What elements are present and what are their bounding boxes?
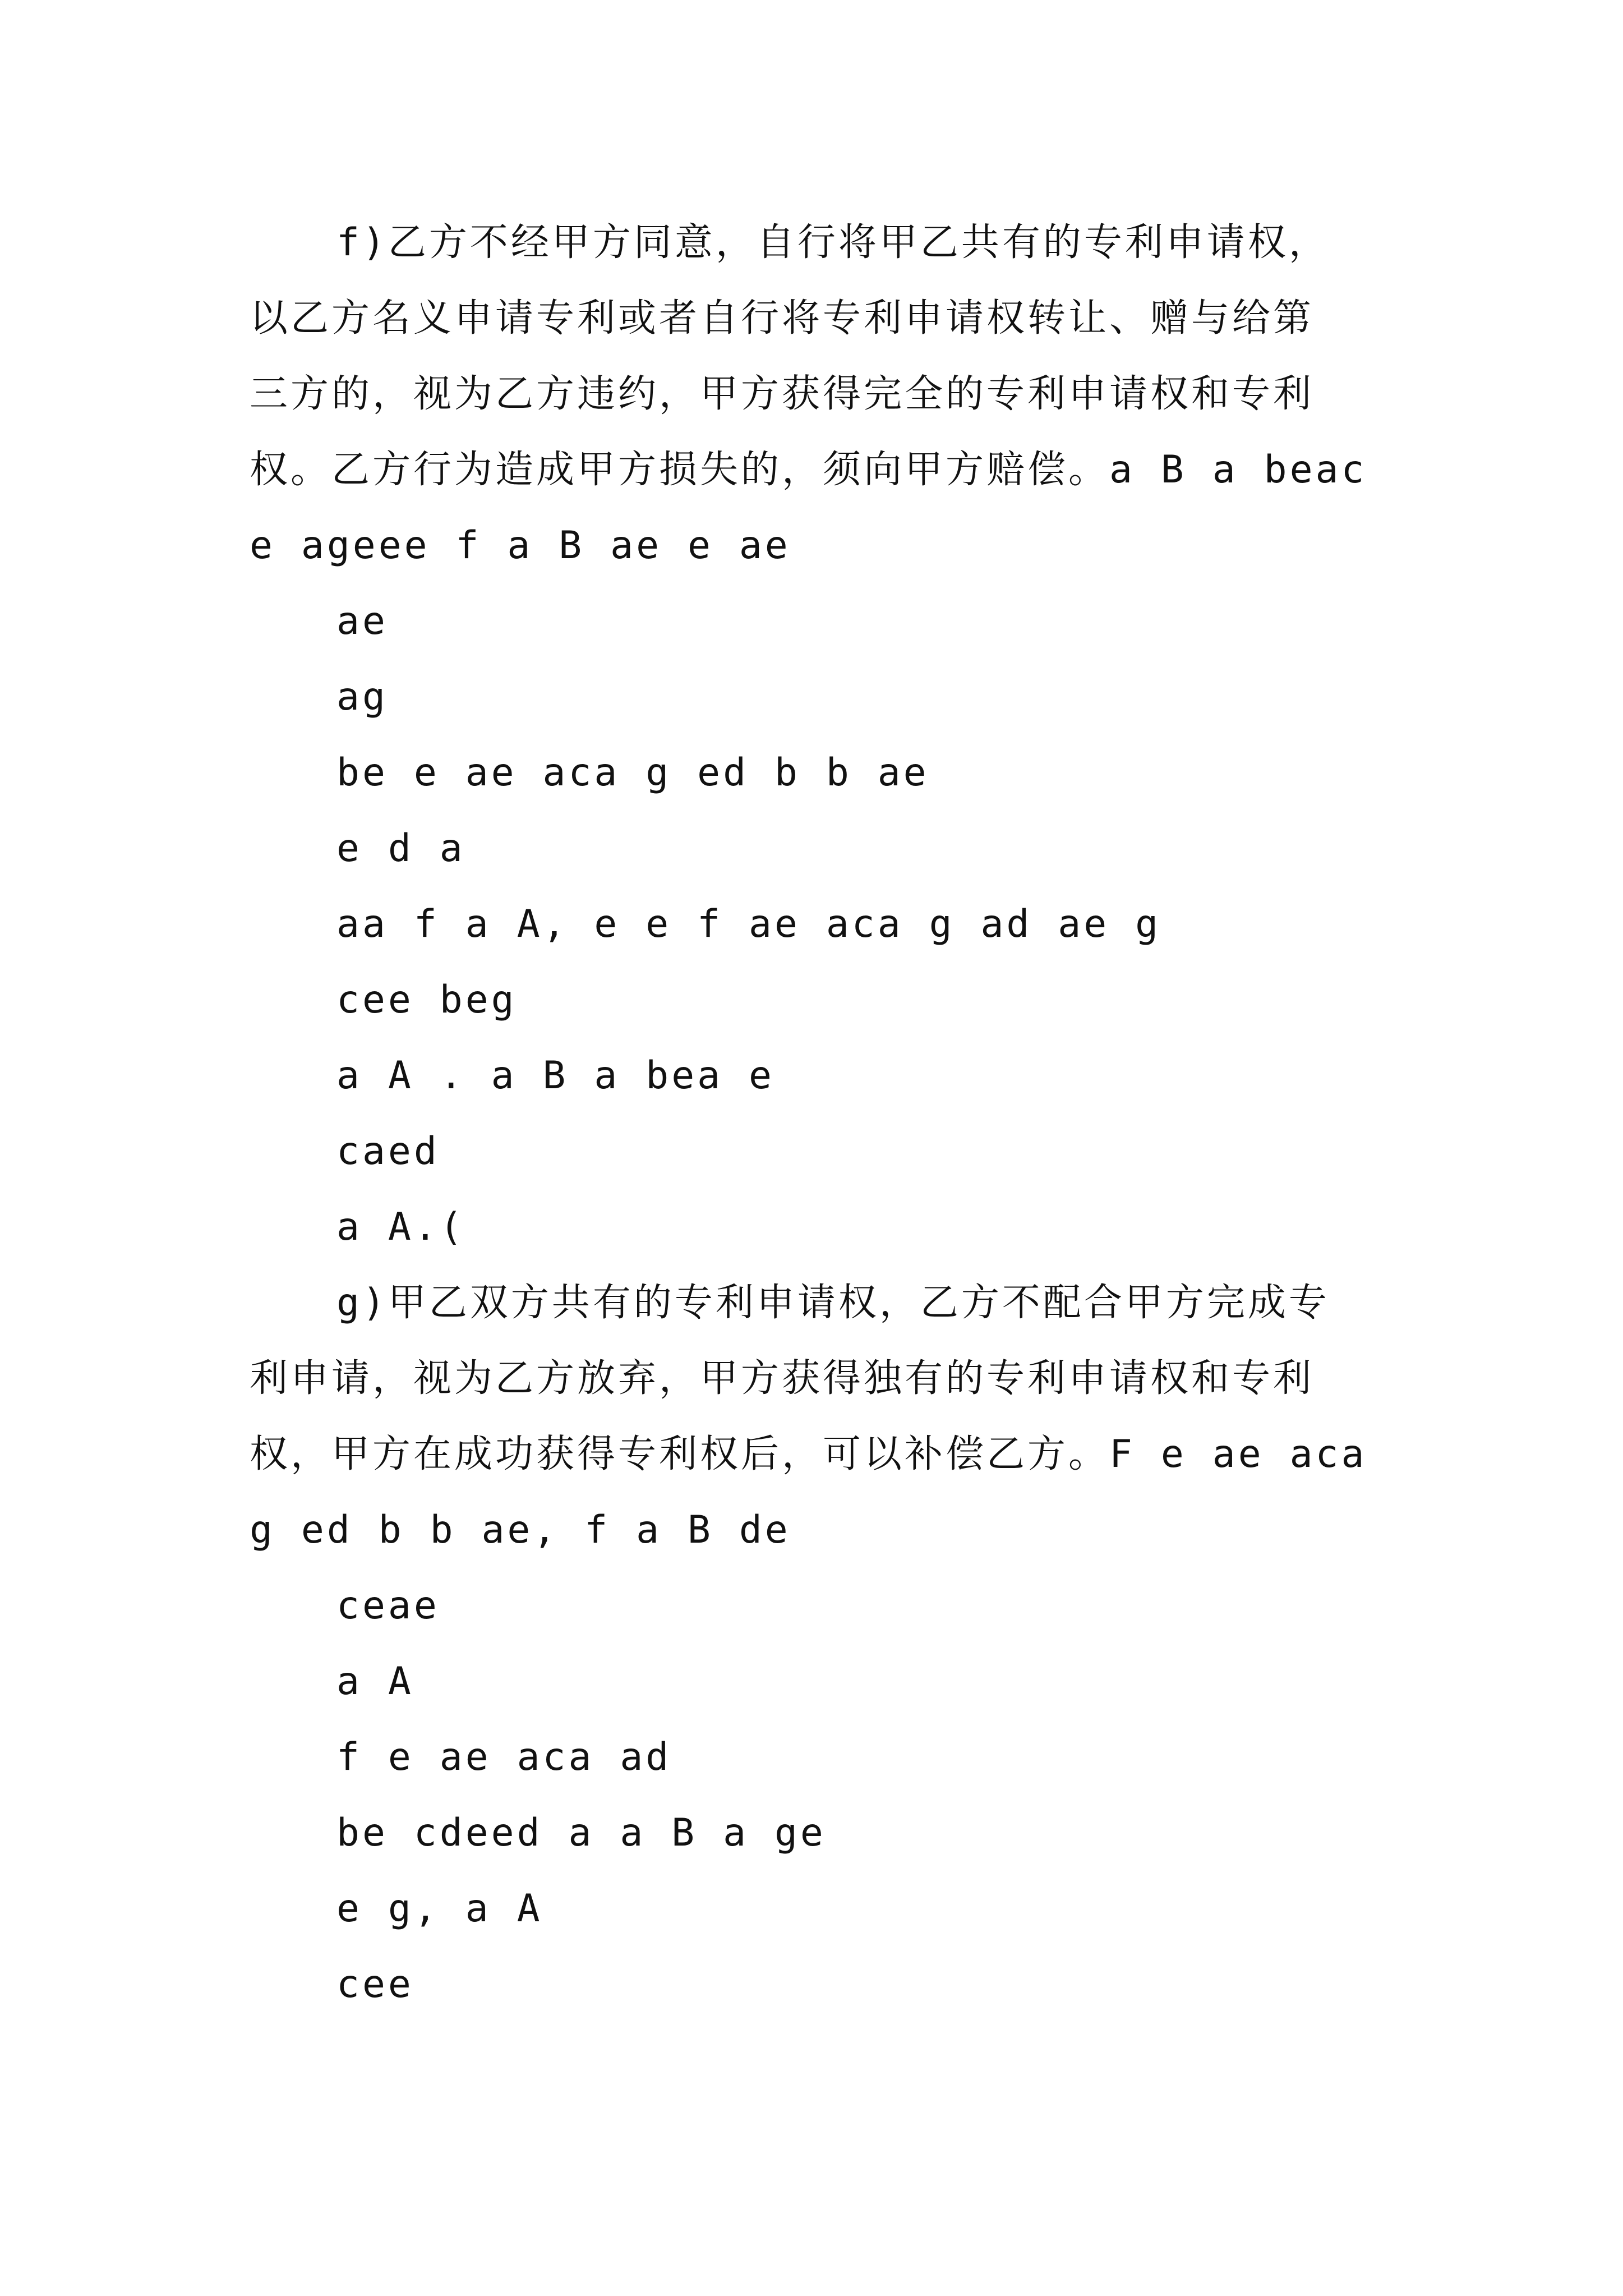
paragraph-g-line-3: 权，甲方在成功获得专利权后，可以补偿乙方。F e ae aca [250,1432,1367,1476]
paragraph-f-line-3: 三方的，视为乙方违约，甲方获得完全的专利申请权和专利 [250,372,1315,416]
fragment-line: ae [336,599,388,643]
fragment-line: be e ae aca g ed b b ae [336,751,929,795]
paragraph-f-line-4: 权。乙方行为造成甲方损失的，须向甲方赔偿。a B a beac [250,448,1367,492]
fragment-line: a A . a B a bea e [336,1053,774,1098]
paragraph-f-line-2: 以乙方名义申请专利或者自行将专利申请权转让、赠与给第 [250,296,1315,341]
fragment-line: cee [336,1962,414,2007]
fragment-line: e d a [336,826,465,871]
fragment-line: e g, a A [336,1887,543,1931]
fragment-line: f e ae aca ad [336,1735,672,1779]
fragment-line: aa f a A, e e f ae aca g ad ae g [336,902,1161,946]
paragraph-f-line-1: f)乙方不经甲方同意，自行将甲乙共有的专利申请权， [336,220,1330,265]
fragment-line: a A [336,1659,414,1704]
paragraph-f-line-5: e ageee f a B ae e ae [250,523,791,568]
paragraph-g-line-2: 利申请，视为乙方放弃，甲方获得独有的专利申请权和专利 [250,1356,1315,1401]
paragraph-g-line-1: g)甲乙双方共有的专利申请权，乙方不配合甲方完成专 [336,1281,1330,1325]
fragment-line: cee beg [336,978,517,1022]
fragment-line: be cdeed a a B a ge [336,1811,826,1855]
fragment-line: caed [336,1129,440,1174]
fragment-line: ag [336,675,388,719]
paragraph-g-line-4: g ed b b ae, f a B de [250,1508,791,1552]
fragment-line: ceae [336,1584,440,1628]
fragment-line: a A.( [336,1205,465,1249]
